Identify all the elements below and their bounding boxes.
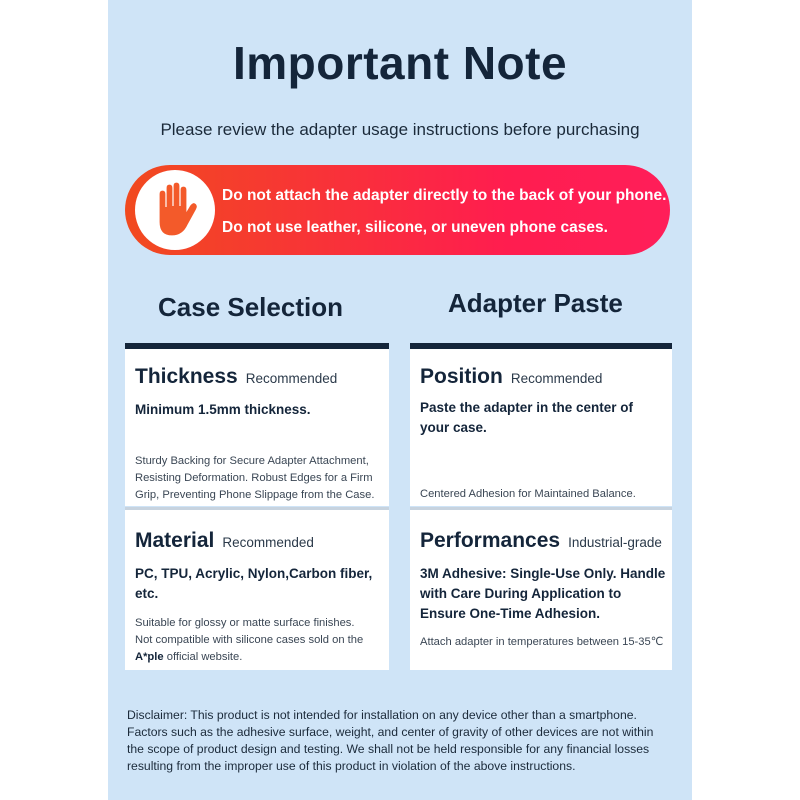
card-note-line-1: Suitable for glossy or matte surface finishes. (135, 617, 355, 629)
card-note (135, 615, 391, 666)
card-tag: Industrial-grade (568, 535, 662, 550)
card-title: Performances (420, 529, 561, 552)
card-highlight: 3M Adhesive: Single-Use Only. Handle with Care During Application to Ensure One-Time Adhesion. (420, 566, 666, 621)
thickness-card (125, 343, 389, 506)
material-card (125, 507, 389, 670)
case-selection-heading: Case Selection (158, 292, 343, 322)
card-highlight: Minimum 1.5mm thickness. (135, 402, 311, 417)
card-title: Thickness (135, 365, 238, 388)
card-tag: Recommended (510, 371, 603, 386)
warning-line-1: Do not attach the adapter directly to the back of your phone. (222, 187, 667, 204)
position-card (410, 343, 672, 506)
brand-name: A*ple (135, 651, 164, 663)
card-note-line-2: Not compatible with silicone cases sold on the (135, 634, 364, 646)
disclaimer-text: Disclaimer: This product is not intended for installation on any device other than a smartphone. Factors such as the adhesive surface, weight, and center of gravity of other devices are not within the scope of product design and testing. We shall not be held responsible for any financial losses resulting from the improper use of this product in violation of the above instructions. (127, 708, 654, 773)
adapter-paste-heading: Adapter Paste (448, 288, 623, 318)
card-note: Attach adapter in temperatures between 15-35℃ (420, 636, 664, 648)
card-title: Material (135, 529, 215, 552)
card-header (135, 529, 314, 553)
page-title: Important Note (232, 37, 568, 89)
card-note-line-3 (135, 649, 391, 666)
card-top-bar (410, 507, 672, 510)
card-tag: Recommended (222, 535, 314, 550)
warning-line-2: Do not use leather, silicone, or uneven phone cases. (222, 219, 608, 236)
card-top-bar (410, 343, 672, 349)
card-note-line-3-text: official website. (163, 651, 243, 663)
card-highlight: Paste the adapter in the center of your case. (420, 400, 634, 435)
card-top-bar (125, 507, 389, 510)
card-header (420, 529, 662, 553)
warning-icon-badge (135, 170, 215, 250)
card-highlight: PC, TPU, Acrylic, Nylon,Carbon fiber, etc. (135, 566, 373, 601)
card-note: Sturdy Backing for Secure Adapter Attachment, Resisting Deformation. Robust Edges for a Firm Grip, Preventing Phone Slippage from the Case. (135, 455, 375, 501)
card-header (135, 365, 337, 389)
page-subtitle: Please review the adapter usage instructions before purchasing (160, 120, 640, 139)
card-note: Centered Adhesion for Maintained Balance. (420, 488, 636, 500)
card-header (420, 365, 602, 389)
card-title: Position (420, 365, 503, 388)
card-tag: Recommended (245, 371, 338, 386)
stop-hand-icon (149, 180, 201, 240)
card-top-bar (125, 343, 389, 349)
performances-card (410, 507, 672, 670)
